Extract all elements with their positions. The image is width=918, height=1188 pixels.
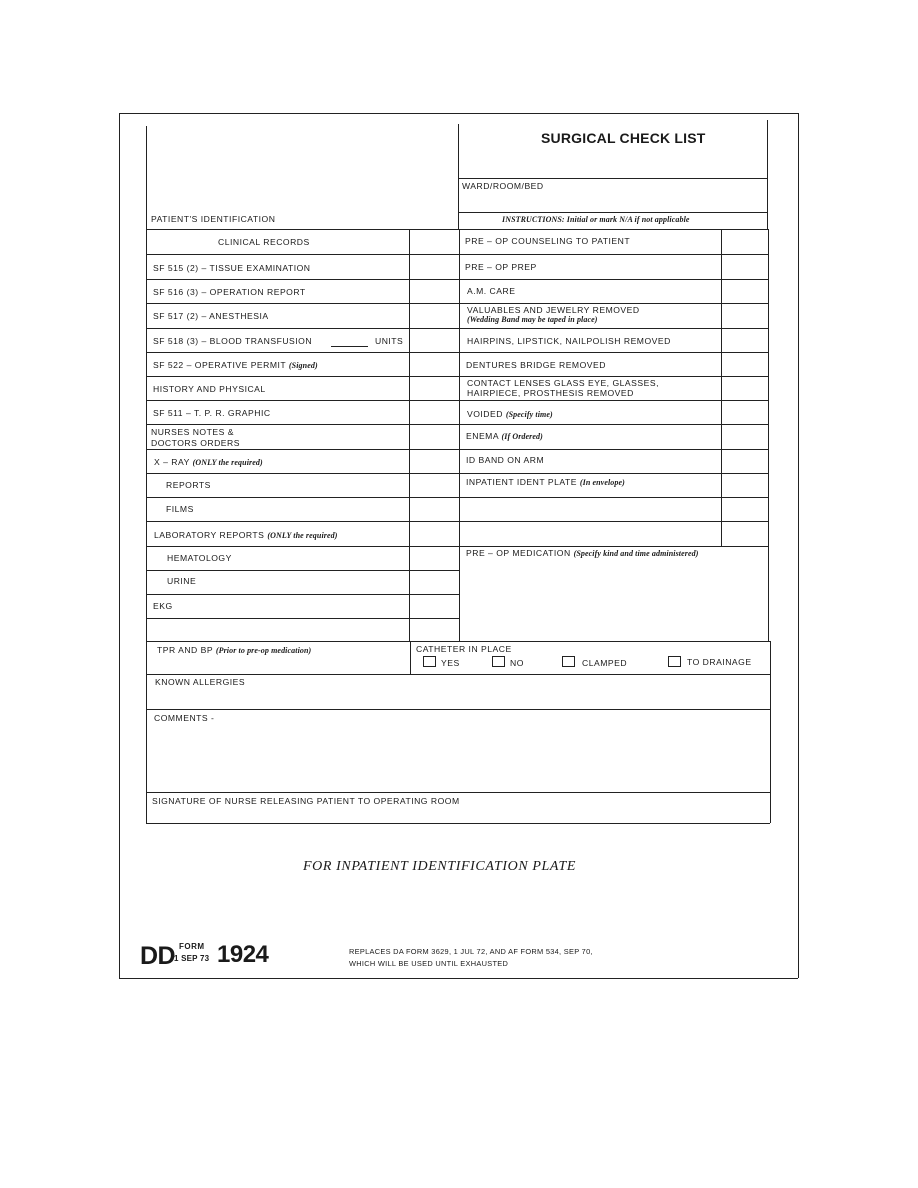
signature-label: SIGNATURE OF NURSE RELEASING PATIENT TO OPERATING ROOM [152, 796, 460, 806]
row-rule [146, 376, 768, 377]
xray-text: X – RAY [154, 457, 190, 467]
lab-text: LABORATORY REPORTS [154, 530, 265, 540]
row-rule [146, 254, 768, 255]
replaces-line-2: WHICH WILL BE USED UNTIL EXHAUSTED [349, 959, 509, 968]
inpatient-plate-text: INPATIENT IDENT PLATE [466, 477, 577, 487]
catheter-clamped-checkbox[interactable] [562, 656, 575, 667]
tpr-text: TPR AND BP [157, 645, 213, 655]
form-title: SURGICAL CHECK LIST [541, 130, 706, 146]
reports-label: REPORTS [166, 480, 211, 490]
hairpins-label: HAIRPINS, LIPSTICK, NAILPOLISH REMOVED [467, 336, 671, 346]
header-left-rule [146, 126, 147, 229]
films-label: FILMS [166, 504, 194, 514]
sf511-label: SF 511 – T. P. R. GRAPHIC [153, 408, 271, 418]
sf518-units-label: UNITS [375, 336, 404, 346]
form-date: 1 SEP 73 [174, 954, 210, 963]
xray-label [154, 457, 263, 468]
inpatient-plate-label [466, 477, 625, 488]
catheter-yes-label: YES [441, 658, 460, 668]
doctors-orders-label: DOCTORS ORDERS [151, 438, 240, 448]
row-rule [146, 328, 768, 329]
sf515-label: SF 515 (2) – TISSUE EXAMINATION [153, 263, 311, 273]
catheter-clamped-label: CLAMPED [582, 658, 628, 668]
allergies-top-rule [146, 674, 770, 675]
ward-top-rule [458, 178, 768, 179]
ward-bottom-rule [458, 212, 768, 213]
sf516-label: SF 516 (3) – OPERATION REPORT [153, 287, 306, 297]
row-rule [146, 303, 768, 304]
voided-text: VOIDED [467, 409, 503, 419]
am-care-label: A.M. CARE [467, 286, 516, 296]
right-check-col-rule [721, 229, 722, 546]
catheter-label: CATHETER IN PLACE [416, 644, 512, 654]
patient-identification-label: PATIENT'S IDENTIFICATION [151, 214, 276, 224]
outer-frame-bottom [119, 978, 798, 979]
row-rule [146, 497, 768, 498]
instructions-note: INSTRUCTIONS: Initial or mark N/A if not applicable [502, 215, 690, 224]
grid-left-rule-lower [146, 641, 147, 823]
sf518-label: SF 518 (3) – BLOOD TRANSFUSION [153, 336, 313, 346]
outer-frame-left [119, 113, 120, 978]
grid-right-rule [768, 229, 769, 641]
units-blank-line [331, 346, 368, 347]
row-rule [146, 594, 459, 595]
row-rule [146, 400, 768, 401]
valuables-label: VALUABLES AND JEWELRY REMOVED [467, 305, 640, 315]
voided-label [467, 409, 553, 420]
left-check-col-rule [409, 229, 410, 641]
enema-note: (If Ordered) [501, 432, 543, 441]
known-allergies-label: KNOWN ALLERGIES [155, 677, 246, 687]
row-rule [146, 570, 459, 571]
catheter-no-checkbox[interactable] [492, 656, 505, 667]
ward-room-bed-label: WARD/ROOM/BED [462, 181, 544, 191]
catheter-divider [410, 641, 411, 674]
signature-top-rule [146, 792, 770, 793]
sf522-label [153, 360, 318, 371]
catheter-no-label: NO [510, 658, 524, 668]
row-rule [146, 279, 768, 280]
clinical-records-header: CLINICAL RECORDS [218, 237, 310, 247]
dd-mark: DD [140, 942, 176, 970]
enema-label [466, 431, 543, 442]
header-mid-rule [458, 124, 459, 229]
hairpiece-label: HAIRPIECE, PROSTHESIS REMOVED [467, 388, 634, 398]
outer-frame-top [119, 113, 798, 114]
lab-reports-label [154, 530, 338, 541]
contact-lenses-label: CONTACT LENSES GLASS EYE, GLASSES, [467, 378, 659, 388]
medication-note: (Specify kind and time administered) [573, 549, 699, 558]
catheter-drainage-label: TO DRAINAGE [687, 657, 752, 667]
form-number: 1924 [217, 941, 269, 968]
catheter-yes-checkbox[interactable] [423, 656, 436, 667]
voided-note: (Specify time) [505, 410, 553, 419]
row-rule [146, 352, 768, 353]
row-rule [146, 641, 770, 642]
row-rule [146, 473, 768, 474]
xray-note: (ONLY the required) [192, 458, 263, 467]
lab-note: (ONLY the required) [267, 531, 338, 540]
row-rule [146, 424, 768, 425]
inpatient-plate-caption: FOR INPATIENT IDENTIFICATION PLATE [303, 859, 577, 874]
inpatient-plate-note: (In envelope) [579, 478, 625, 487]
mid-col-rule [459, 229, 460, 641]
grid-top-rule [146, 229, 768, 230]
sf522-text: SF 522 – OPERATIVE PERMIT [153, 360, 287, 370]
id-band-label: ID BAND ON ARM [466, 455, 545, 465]
dentures-label: DENTURES BRIDGE REMOVED [466, 360, 606, 370]
row-rule [146, 546, 768, 547]
comments-top-rule [146, 709, 770, 710]
grid-left-rule [146, 229, 147, 641]
enema-text: ENEMA [466, 431, 499, 441]
valuables-note: (Wedding Band may be taped in place) [467, 315, 598, 324]
history-physical-label: HISTORY AND PHYSICAL [153, 384, 266, 394]
preop-medication-label [466, 548, 699, 559]
replaces-line-1: REPLACES DA FORM 3629, 1 JUL 72, AND AF FORM 534, SEP 70, [349, 947, 593, 956]
tpr-note: (Prior to pre-op medication) [215, 646, 312, 655]
outer-frame-right [798, 113, 799, 978]
ekg-label: EKG [153, 601, 173, 611]
grid-right-rule-lower [770, 641, 771, 823]
catheter-drainage-checkbox[interactable] [668, 656, 681, 667]
comments-label: COMMENTS - [154, 713, 215, 723]
nurses-notes-label: NURSES NOTES & [151, 427, 234, 437]
medication-text: PRE – OP MEDICATION [466, 548, 571, 558]
counseling-label: PRE – OP COUNSELING TO PATIENT [465, 236, 631, 246]
hematology-label: HEMATOLOGY [167, 553, 232, 563]
sf522-note: (Signed) [288, 361, 318, 370]
urine-label: URINE [167, 576, 197, 586]
row-rule [146, 449, 768, 450]
sf517-label: SF 517 (2) – ANESTHESIA [153, 311, 269, 321]
tpr-bp-label [157, 645, 311, 656]
row-rule [146, 618, 459, 619]
signature-bottom-rule [146, 823, 770, 824]
preop-prep-label: PRE – OP PREP [465, 262, 537, 272]
row-rule [146, 521, 768, 522]
form-word: FORM [179, 942, 205, 951]
